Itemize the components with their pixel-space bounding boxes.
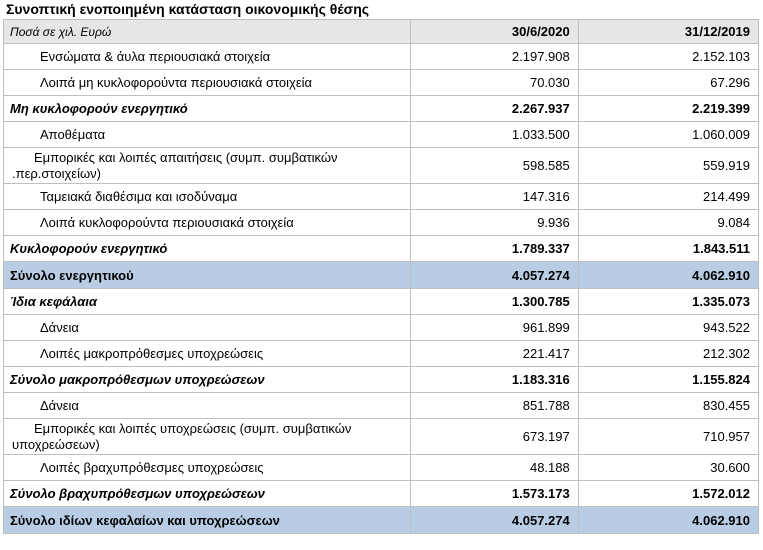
value-30-6-2020: 2.197.908 <box>410 44 578 70</box>
table-header-row <box>4 20 759 44</box>
value-31-12-2019: 2.219.399 <box>578 96 758 122</box>
document-title: Συνοπτική ενοποιημένη κατάσταση οικονομικής θέσης <box>6 1 370 17</box>
value-30-6-2020: 4.057.274 <box>410 507 578 534</box>
subtotal-row <box>4 96 759 122</box>
value-30-6-2020: 221.417 <box>410 341 578 367</box>
row-label-line-2: .περ.στοιχείων) <box>12 165 101 181</box>
value-30-6-2020: 48.188 <box>410 455 578 481</box>
value-30-6-2020: 9.936 <box>410 210 578 236</box>
value-31-12-2019: 67.296 <box>578 70 758 96</box>
value-31-12-2019: 1.572.012 <box>578 481 758 507</box>
value-31-12-2019: 1.155.824 <box>578 367 758 393</box>
table-row <box>4 210 759 236</box>
table-row <box>4 122 759 148</box>
row-label: Αποθέματα <box>4 122 411 148</box>
balance-sheet-table <box>3 19 759 534</box>
row-label-line-1: Εμπορικές και λοιπές απαιτήσεις (συμπ. συμβατικών <box>34 149 338 165</box>
value-30-6-2020: 673.197 <box>410 419 578 455</box>
value-30-6-2020: 598.585 <box>410 148 578 184</box>
value-31-12-2019: 2.152.103 <box>578 44 758 70</box>
subtotal-row <box>4 481 759 507</box>
column-header-31-12-2019: 31/12/2019 <box>578 20 758 44</box>
total-row <box>4 262 759 289</box>
value-31-12-2019: 830.455 <box>578 393 758 419</box>
table-row <box>4 148 759 184</box>
value-30-6-2020: 851.788 <box>410 393 578 419</box>
value-30-6-2020: 1.789.337 <box>410 236 578 262</box>
value-30-6-2020: 2.267.937 <box>410 96 578 122</box>
value-31-12-2019: 943.522 <box>578 315 758 341</box>
subtotal-row <box>4 236 759 262</box>
value-31-12-2019: 4.062.910 <box>578 262 758 289</box>
unit-label: Ποσά σε χιλ. Ευρώ <box>4 20 411 44</box>
row-label: Σύνολο μακροπρόθεσμων υποχρεώσεων <box>4 367 411 393</box>
value-31-12-2019: 9.084 <box>578 210 758 236</box>
row-label: Δάνεια <box>4 315 411 341</box>
table-row <box>4 70 759 96</box>
value-31-12-2019: 30.600 <box>578 455 758 481</box>
value-30-6-2020: 147.316 <box>410 184 578 210</box>
subtotal-row <box>4 367 759 393</box>
row-label-line-1: Εμπορικές και λοιπές υποχρεώσεις (συμπ. συμβατικών <box>34 420 352 436</box>
value-30-6-2020: 1.300.785 <box>410 289 578 315</box>
row-label: Σύνολο βραχυπρόθεσμων υποχρεώσεων <box>4 481 411 507</box>
value-31-12-2019: 1.335.073 <box>578 289 758 315</box>
table-row <box>4 44 759 70</box>
row-label: Λοιπές μακροπρόθεσμες υποχρεώσεις <box>4 341 411 367</box>
value-31-12-2019: 710.957 <box>578 419 758 455</box>
value-31-12-2019: 214.499 <box>578 184 758 210</box>
value-31-12-2019: 212.302 <box>578 341 758 367</box>
row-label: Σύνολο ενεργητικού <box>4 262 411 289</box>
table-row <box>4 315 759 341</box>
total-row <box>4 507 759 534</box>
row-label: Λοιπά μη κυκλοφορούντα περιουσιακά στοιχεία <box>4 70 411 96</box>
row-label: Δάνεια <box>4 393 411 419</box>
value-31-12-2019: 559.919 <box>578 148 758 184</box>
row-label: Λοιπές βραχυπρόθεσμες υποχρεώσεις <box>4 455 411 481</box>
column-header-30-6-2020: 30/6/2020 <box>410 20 578 44</box>
row-label <box>4 148 411 184</box>
row-label: Κυκλοφορούν ενεργητικό <box>4 236 411 262</box>
row-label: Ίδια κεφάλαια <box>4 289 411 315</box>
subtotal-row <box>4 289 759 315</box>
row-label: Σύνολο ιδίων κεφαλαίων και υποχρεώσεων <box>4 507 411 534</box>
table-row <box>4 341 759 367</box>
value-30-6-2020: 4.057.274 <box>410 262 578 289</box>
row-label: Ταμειακά διαθέσιμα και ισοδύναμα <box>4 184 411 210</box>
row-label: Ενσώματα & άυλα περιουσιακά στοιχεία <box>4 44 411 70</box>
value-30-6-2020: 1.183.316 <box>410 367 578 393</box>
row-label <box>4 419 411 455</box>
row-label: Μη κυκλοφορούν ενεργητικό <box>4 96 411 122</box>
table-row <box>4 393 759 419</box>
table-row <box>4 419 759 455</box>
row-label: Λοιπά κυκλοφορούντα περιουσιακά στοιχεία <box>4 210 411 236</box>
value-31-12-2019: 1.843.511 <box>578 236 758 262</box>
value-31-12-2019: 4.062.910 <box>578 507 758 534</box>
table-row <box>4 455 759 481</box>
value-31-12-2019: 1.060.009 <box>578 122 758 148</box>
value-30-6-2020: 961.899 <box>410 315 578 341</box>
row-label-line-2: υποχρεώσεων) <box>12 436 100 452</box>
value-30-6-2020: 70.030 <box>410 70 578 96</box>
value-30-6-2020: 1.033.500 <box>410 122 578 148</box>
table-row <box>4 184 759 210</box>
value-30-6-2020: 1.573.173 <box>410 481 578 507</box>
